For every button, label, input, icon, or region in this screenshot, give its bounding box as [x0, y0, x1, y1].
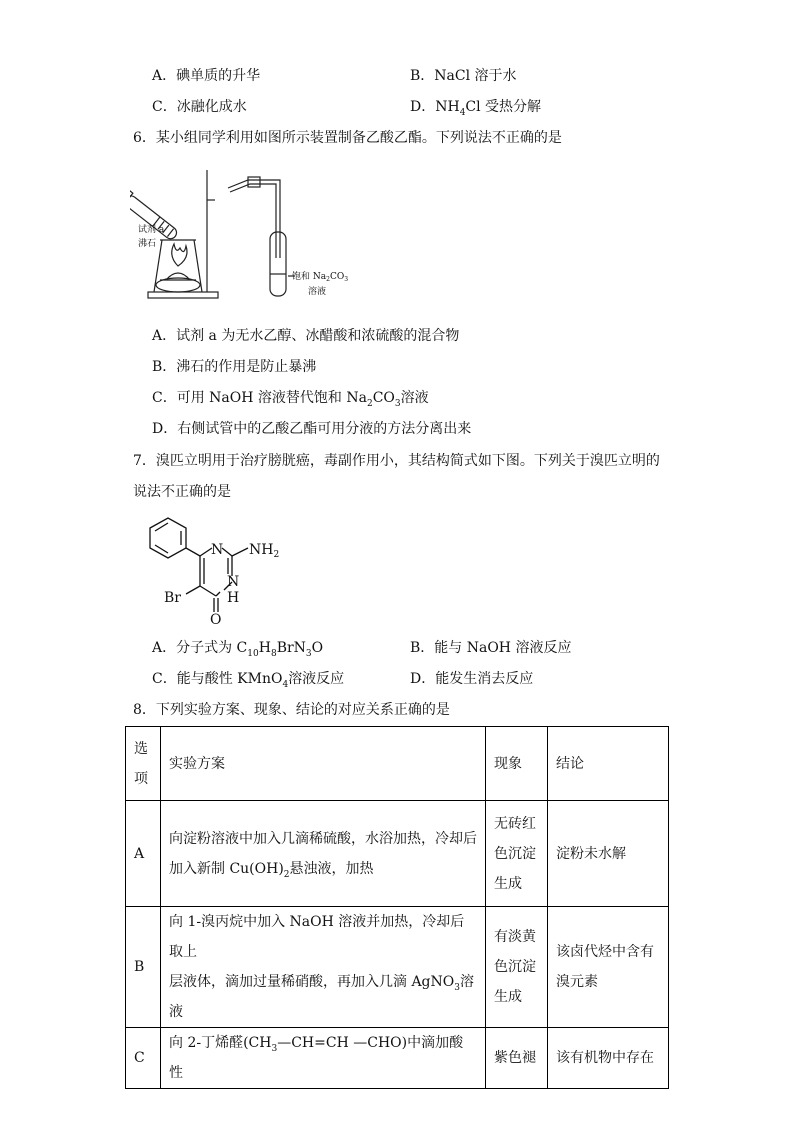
- q5-option-a: A．碘单质的升华: [152, 68, 261, 84]
- q7-option-c: C．能与酸性 KMnO$_4$溶液反应: [152, 671, 345, 690]
- bromo-substituent: Br: [164, 590, 181, 606]
- ring-n-right: N: [227, 574, 240, 590]
- q5-option-c: C．冰融化成水: [152, 99, 247, 115]
- row-a-conclusion: 淀粉未水解: [548, 801, 669, 907]
- row-c-option: C: [126, 1028, 161, 1089]
- row-a-option: A: [126, 801, 161, 907]
- q6-stem: 6．某小组同学利用如图所示装置制备乙酸乙酯。下列说法不正确的是: [133, 130, 562, 146]
- row-c-conclusion: 该有机物中存在: [548, 1028, 669, 1089]
- table-header-row: [126, 727, 669, 801]
- q7-stem-line1: 7．溴匹立明用于治疗膀胱癌，毒副作用小，其结构简式如下图。下列关于溴匹立明的: [133, 453, 660, 469]
- row-b-conclusion: 该卤代烃中含有 溴元素: [548, 907, 669, 1028]
- amino-group: $NH_2$: [249, 542, 280, 560]
- table-row-a: [126, 801, 669, 907]
- row-c-plan: 向 2-丁烯醛($CH_3—CH=CH$ —CHO)中滴加酸性: [161, 1028, 486, 1089]
- reagent-a-label: 试剂 a: [138, 225, 165, 235]
- q6-option-c: C．可用 NaOH 溶液替代饱和 $Na_2CO_3$溶液: [152, 390, 429, 409]
- header-plan: 实验方案: [161, 727, 486, 801]
- q5-option-b: B．NaCl 溶于水: [410, 68, 517, 84]
- q7-option-a: A．分子式为 $C_{10}H_8BrN_3O$: [152, 640, 324, 659]
- header-conclusion: 结论: [548, 727, 669, 801]
- header-phenomenon: 现象: [486, 727, 548, 801]
- row-b-option: B: [126, 907, 161, 1028]
- q6-option-b: B．沸石的作用是防止暴沸: [152, 359, 317, 375]
- row-b-phenomenon: 有淡黄 色沉淀 生成: [486, 907, 548, 1028]
- table-row-c: [126, 1028, 669, 1089]
- q6-apparatus-figure: [130, 162, 365, 307]
- table-row-b: [126, 907, 669, 1028]
- q7-stem-line2: 说法不正确的是: [133, 484, 231, 500]
- boiling-stone-label: 沸石: [138, 239, 157, 249]
- q8-experiment-table: [125, 726, 669, 1089]
- ester-apparatus-diagram: [130, 162, 365, 307]
- bropirimine-structure: [128, 510, 288, 630]
- row-c-phenomenon: 紫色褪: [486, 1028, 548, 1089]
- q8-stem: 8．下列实验方案、现象、结论的对应关系正确的是: [133, 702, 450, 718]
- ring-nh-h: H: [227, 590, 240, 606]
- q6-option-d: D．右侧试管中的乙酸乙酯可用分液的方法分离出来: [152, 421, 472, 437]
- q6-option-a: A．试剂 a 为无水乙醇、冰醋酸和浓硫酸的混合物: [152, 328, 460, 344]
- carbonyl-o: O: [210, 612, 222, 628]
- row-a-phenomenon: 无砖红 色沉淀 生成: [486, 801, 548, 907]
- row-a-plan: 向淀粉溶液中加入几滴稀硫酸，水浴加热，冷却后 加入新制 $Cu(OH)_2$悬浊液，加热: [161, 801, 486, 907]
- solution-label: 溶液: [308, 287, 327, 297]
- q7-structure-figure: [128, 510, 288, 630]
- row-b-plan: 向 1-溴丙烷中加入 NaOH 溶液并加热，冷却后取上 层液体，滴加过量稀硝酸，再加入几滴 AgNO$_3$溶液: [161, 907, 486, 1028]
- q7-option-d: D．能发生消去反应: [410, 671, 534, 687]
- ring-n-top: N: [211, 542, 224, 558]
- saturated-na2co3-label: 饱和 $Na_2CO_3$: [292, 272, 349, 283]
- q5-option-d: D．$NH_4Cl$ 受热分解: [410, 99, 542, 118]
- header-option: 选 项: [126, 727, 161, 801]
- q7-option-b: B．能与 NaOH 溶液反应: [410, 640, 572, 656]
